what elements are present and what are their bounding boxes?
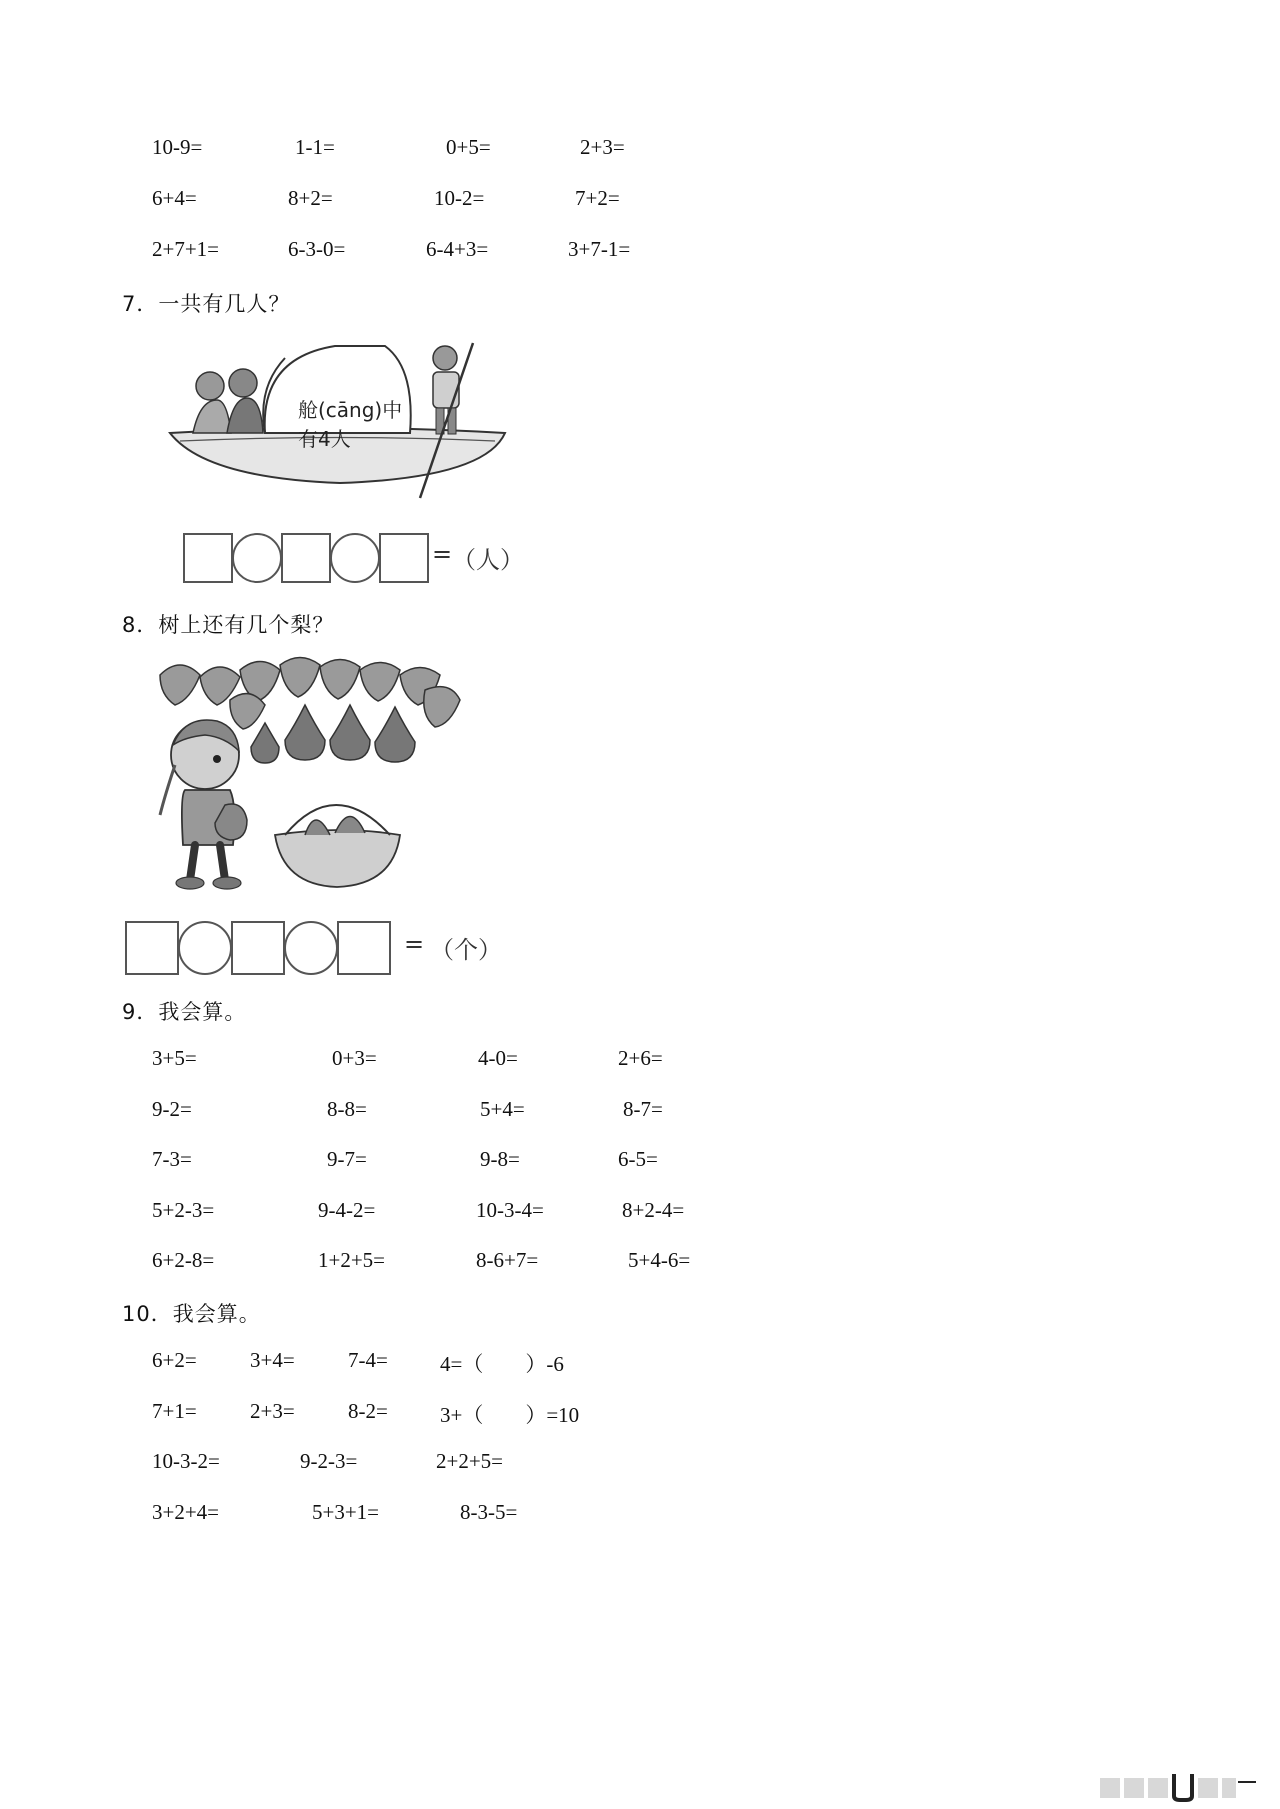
equation: 10-9= — [152, 135, 203, 159]
equation: 0+5= — [446, 135, 491, 159]
q7-equals: = — [432, 540, 453, 568]
equation: 10-3-4= — [476, 1198, 544, 1222]
equation: 5+4-6= — [628, 1248, 691, 1272]
equation: 0+3= — [332, 1046, 377, 1070]
question-10-title: 10．我会算。 — [122, 1302, 261, 1326]
equation: 6-4+3= — [426, 237, 489, 261]
answer-box[interactable] — [282, 534, 330, 582]
equation: 5+4= — [480, 1097, 525, 1121]
answer-box[interactable] — [126, 922, 178, 974]
operator-circle[interactable] — [179, 922, 231, 974]
question-9-title: 9．我会算。 — [122, 1000, 247, 1024]
operator-circle[interactable] — [285, 922, 337, 974]
equation: 6-3-0= — [288, 237, 346, 261]
fill-in-equation[interactable]: 3+（ ）=10 — [440, 1403, 580, 1427]
equation: 5+2-3= — [152, 1198, 215, 1222]
answer-box[interactable] — [232, 922, 284, 974]
equation: 2+2+5= — [436, 1449, 504, 1473]
equation: 9-4-2= — [318, 1198, 376, 1222]
equation: 1-1= — [295, 135, 335, 159]
question-8-title: 8．树上还有几个梨？ — [122, 613, 335, 637]
question-7-title: 7．一共有几人？ — [122, 292, 291, 316]
answer-box[interactable] — [380, 534, 428, 582]
equation: 6+4= — [152, 186, 197, 210]
equation: 9-7= — [327, 1147, 367, 1171]
document-mark-icon — [1100, 1770, 1260, 1802]
q8-unit: （个） — [430, 936, 502, 964]
q7-unit: （人） — [452, 546, 524, 574]
pear-tree-illustration — [155, 655, 465, 905]
equation: 2+3= — [250, 1399, 295, 1423]
equation: 10-2= — [434, 186, 485, 210]
equation: 8-8= — [327, 1097, 367, 1121]
equation: 2+6= — [618, 1046, 663, 1070]
equation: 9-8= — [480, 1147, 520, 1171]
equation: 2+7+1= — [152, 237, 220, 261]
equation: 5+3+1= — [312, 1500, 380, 1524]
equation: 8-6+7= — [476, 1248, 539, 1272]
operator-circle[interactable] — [331, 534, 379, 582]
cabin-label — [298, 396, 402, 454]
equation: 7-4= — [348, 1348, 388, 1372]
equation: 4-0= — [478, 1046, 518, 1070]
equation: 8+2-4= — [622, 1198, 685, 1222]
equation: 7+2= — [575, 186, 620, 210]
equation: 3+7-1= — [568, 237, 631, 261]
equation: 7+1= — [152, 1399, 197, 1423]
equation: 10-3-2= — [152, 1449, 220, 1473]
equation: 3+2+4= — [152, 1500, 220, 1524]
q7-answer-boxes[interactable] — [182, 532, 432, 584]
equation: 9-2= — [152, 1097, 192, 1121]
equation: 2+3= — [580, 135, 625, 159]
fill-in-equation[interactable]: 4=（ ）-6 — [440, 1352, 564, 1376]
answer-box[interactable] — [338, 922, 390, 974]
q8-equals: = — [404, 930, 425, 958]
equation: 8-7= — [623, 1097, 663, 1121]
cabin-label-line1: 舱(cāng)中 — [298, 398, 403, 422]
q8-answer-boxes[interactable] — [124, 920, 404, 976]
equation: 6+2= — [152, 1348, 197, 1372]
equation: 3+4= — [250, 1348, 295, 1372]
equation: 1+2+5= — [318, 1248, 386, 1272]
equation: 6+2-8= — [152, 1248, 215, 1272]
operator-circle[interactable] — [233, 534, 281, 582]
equation: 6-5= — [618, 1147, 658, 1171]
cabin-label-line2: 有4人 — [298, 427, 351, 451]
equation: 9-2-3= — [300, 1449, 358, 1473]
equation: 8-2= — [348, 1399, 388, 1423]
equation: 3+5= — [152, 1046, 197, 1070]
equation: 8-3-5= — [460, 1500, 518, 1524]
equation: 7-3= — [152, 1147, 192, 1171]
equation: 8+2= — [288, 186, 333, 210]
answer-box[interactable] — [184, 534, 232, 582]
